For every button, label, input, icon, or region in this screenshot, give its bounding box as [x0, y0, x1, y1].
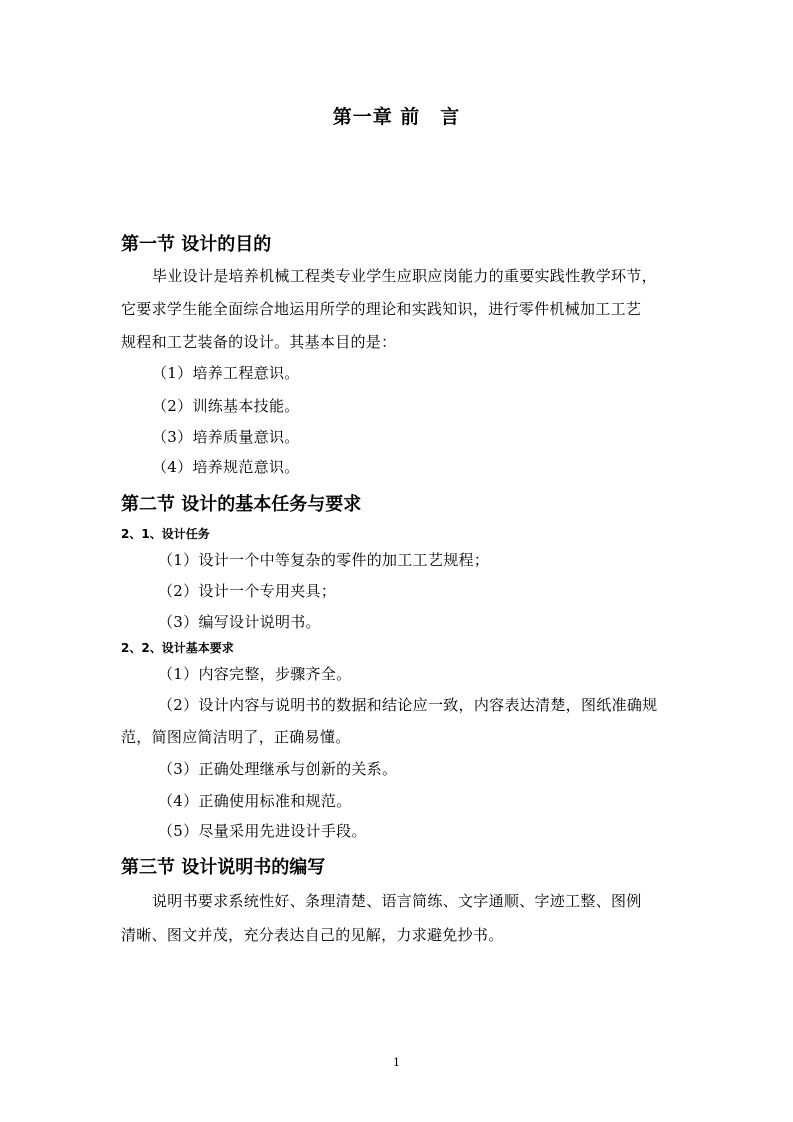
paragraph-line: 毕业设计是培养机械工程类专业学生应职应岗能力的重要实践性教学环节，	[152, 267, 657, 285]
list-item: （5）尽量采用先进设计手段。	[158, 822, 367, 840]
subsection-heading-tasks: 2、1、设计任务	[121, 527, 210, 541]
list-item-continuation: 范，简图应简洁明了，正确易懂。	[121, 728, 351, 746]
list-item: （4）培养规范意识。	[152, 458, 300, 476]
list-item: （3）培养质量意识。	[152, 428, 300, 446]
list-item: （1）内容完整，步骤齐全。	[158, 665, 352, 683]
paragraph-line: 它要求学生能全面综合地运用所学的理论和实践知识，进行零件机械加工工艺	[121, 300, 642, 318]
section-heading-tasks: 第二节 设计的基本任务与要求	[121, 494, 362, 515]
section-heading-purpose: 第一节 设计的目的	[121, 234, 272, 255]
list-item: （1）培养工程意识。	[152, 364, 300, 382]
paragraph-line: 说明书要求系统性好、条理清楚、语言简练、文字通顺、字迹工整、图例	[152, 892, 642, 910]
list-item: （2）训练基本技能。	[152, 397, 300, 415]
list-item: （3）正确处理继承与创新的关系。	[158, 760, 398, 778]
list-item: （2）设计一个专用夹具；	[158, 582, 337, 600]
paragraph-line: 规程和工艺装备的设计。其基本目的是：	[121, 333, 397, 351]
list-item: （3）编写设计说明书。	[158, 613, 321, 631]
page-number: 1	[393, 1056, 400, 1069]
paragraph-line: 清晰、图文并茂，充分表达自己的见解，力求避免抄书。	[121, 926, 504, 944]
list-item: （1）设计一个中等复杂的零件的加工工艺规程；	[158, 551, 490, 569]
list-item: （2）设计内容与说明书的数据和结论应一致，内容表达清楚，图纸准确规	[158, 696, 658, 714]
list-item: （4）正确使用标准和规范。	[158, 792, 352, 810]
subsection-heading-requirements: 2、2、设计基本要求	[121, 641, 234, 655]
section-heading-manual: 第三节 设计说明书的编写	[121, 857, 326, 878]
chapter-title: 第一章 前 言	[332, 106, 461, 128]
